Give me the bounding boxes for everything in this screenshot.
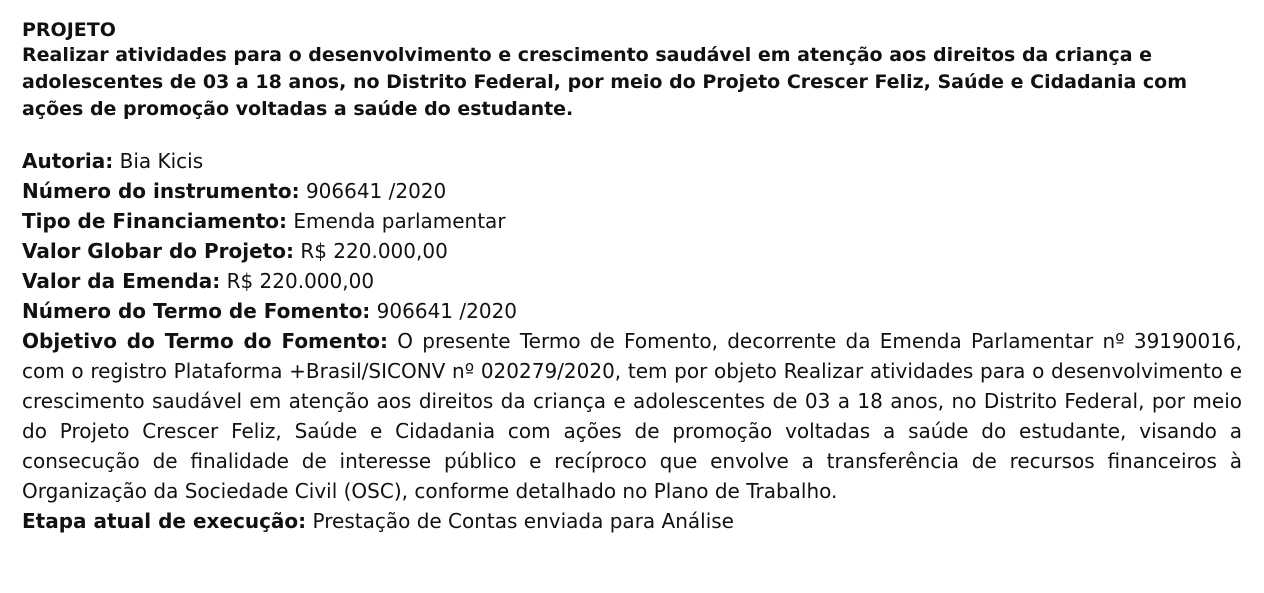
field-label: Autoria: [22, 149, 114, 173]
field-value: 906641 /2020 [376, 299, 518, 323]
field-label: Número do Termo de Fomento: [22, 299, 371, 323]
field-label: Tipo de Financiamento: [22, 209, 287, 233]
field-autoria [22, 146, 1242, 176]
field-valor-emenda [22, 266, 1242, 296]
field-valor-global [22, 236, 1242, 266]
field-objetivo [22, 326, 1242, 506]
field-value: Prestação de Contas enviada para Análise [312, 509, 734, 533]
field-value: 906641 /2020 [305, 179, 447, 203]
field-numero-instrumento [22, 176, 1242, 206]
field-etapa [22, 506, 1242, 536]
field-label: Etapa atual de execução: [22, 509, 307, 533]
field-label: Valor Globar do Projeto: [22, 239, 294, 263]
field-value: Emenda parlamentar [293, 209, 506, 233]
project-details [22, 146, 1242, 536]
project-kicker: PROJETO [22, 19, 116, 41]
field-label: Número do instrumento: [22, 179, 300, 203]
field-label: Valor da Emenda: [22, 269, 221, 293]
field-value: O presente Termo de Fomento, decorrente da Emenda Parlamentar nº 39190016, com o registro Plataforma +Brasil/SICONV nº 020279/2020, tem por objeto Realizar atividades para o desenvolvimento e crescimento saudável em atenção aos direitos da criança e adolescentes de 03 a 18 anos, no Distrito Federal, por meio do Projeto Crescer Feliz, Saúde e Cidadania com ações de promoção voltadas a saúde do estudante, visando a consecução de finalidade de interesse público e recíproco que envolve a transferência de recursos financeiros à Organização da Sociedade Civil (OSC), conforme detalhado no Plano de Trabalho. [22, 329, 1242, 503]
project-header [22, 18, 1242, 123]
field-label: Objetivo do Termo do Fomento: [22, 329, 388, 353]
project-title: Realizar atividades para o desenvolvimento e crescimento saudável em atenção aos direitos da criança e adolescentes de 03 a 18 anos, no Distrito Federal, por meio do Projeto Crescer Feliz, Saúde e Cidadania com ações de promoção voltadas a saúde do estudante. [22, 44, 1188, 120]
field-value: Bia Kicis [119, 149, 204, 173]
field-numero-termo [22, 296, 1242, 326]
field-value: R$ 220.000,00 [300, 239, 448, 263]
field-value: R$ 220.000,00 [226, 269, 375, 293]
field-tipo-financiamento [22, 206, 1242, 236]
